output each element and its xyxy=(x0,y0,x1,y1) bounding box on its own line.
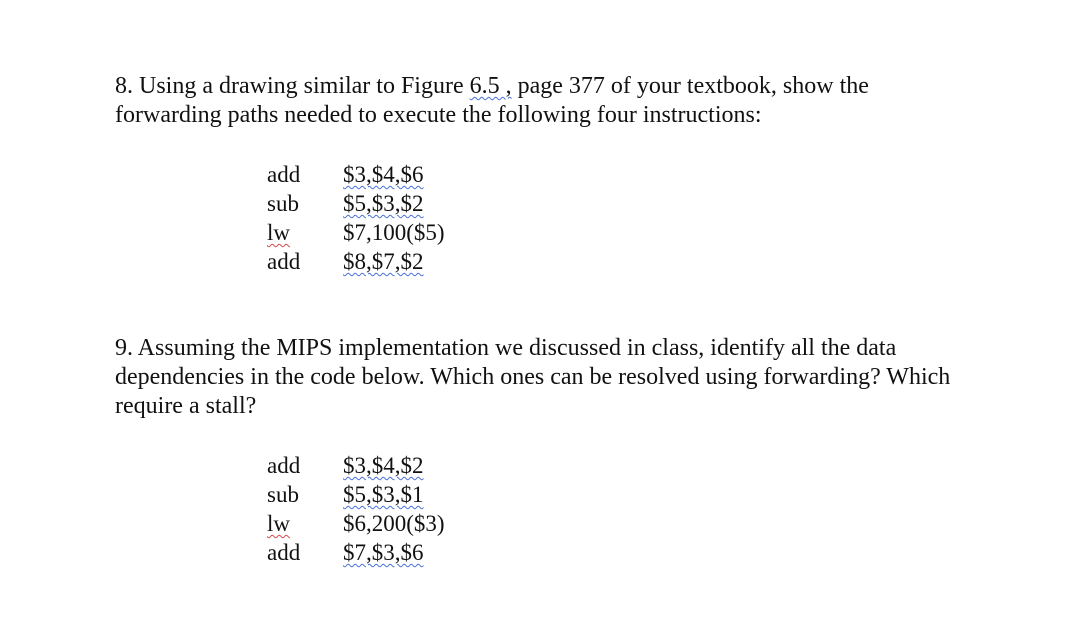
instruction-args: $3,$4,$2 xyxy=(343,453,424,478)
instruction-op: lw xyxy=(267,220,290,245)
instruction-args: $3,$4,$6 xyxy=(343,162,424,187)
instruction-args: $7,$3,$6 xyxy=(343,540,424,565)
code-row xyxy=(267,160,445,189)
code-block-2 xyxy=(267,451,445,567)
question-8-text-before-link: 8. Using a drawing similar to Figure xyxy=(115,73,470,99)
question-9-line-3: require a stall? xyxy=(115,393,257,419)
instruction-op: sub xyxy=(267,191,299,216)
instruction-args: $7,100($5) xyxy=(343,220,445,245)
code-row xyxy=(267,247,445,276)
instruction-args: $6,200($3) xyxy=(343,511,445,536)
question-8-line-2: forwarding paths needed to execute the following four instructions: xyxy=(115,102,762,128)
instruction-args: $8,$7,$2 xyxy=(343,249,424,274)
question-8 xyxy=(115,72,1015,130)
instruction-args: $5,$3,$2 xyxy=(343,191,424,216)
code-block-1 xyxy=(267,160,445,276)
instruction-op: add xyxy=(267,249,301,274)
instruction-op: add xyxy=(267,162,301,187)
question-8-line-1 xyxy=(115,72,1015,101)
code-row xyxy=(267,509,445,538)
instruction-op: add xyxy=(267,540,301,565)
instruction-op: add xyxy=(267,453,301,478)
figure-reference: 6.5 , xyxy=(469,73,512,99)
instruction-op: lw xyxy=(267,511,290,536)
question-9-line-2: dependencies in the code below. Which ones can be resolved using forwarding? Which xyxy=(115,364,951,390)
code-row xyxy=(267,218,445,247)
question-9 xyxy=(115,334,1015,421)
code-row xyxy=(267,480,445,509)
instruction-op: sub xyxy=(267,482,299,507)
question-9-line-1: 9. Assuming the MIPS implementation we discussed in class, identify all the data xyxy=(115,335,897,361)
code-row xyxy=(267,189,445,218)
instruction-args: $5,$3,$1 xyxy=(343,482,424,507)
code-row xyxy=(267,451,445,480)
code-row xyxy=(267,538,445,567)
question-8-text-after-link: page 377 of your textbook, show the xyxy=(511,73,869,99)
